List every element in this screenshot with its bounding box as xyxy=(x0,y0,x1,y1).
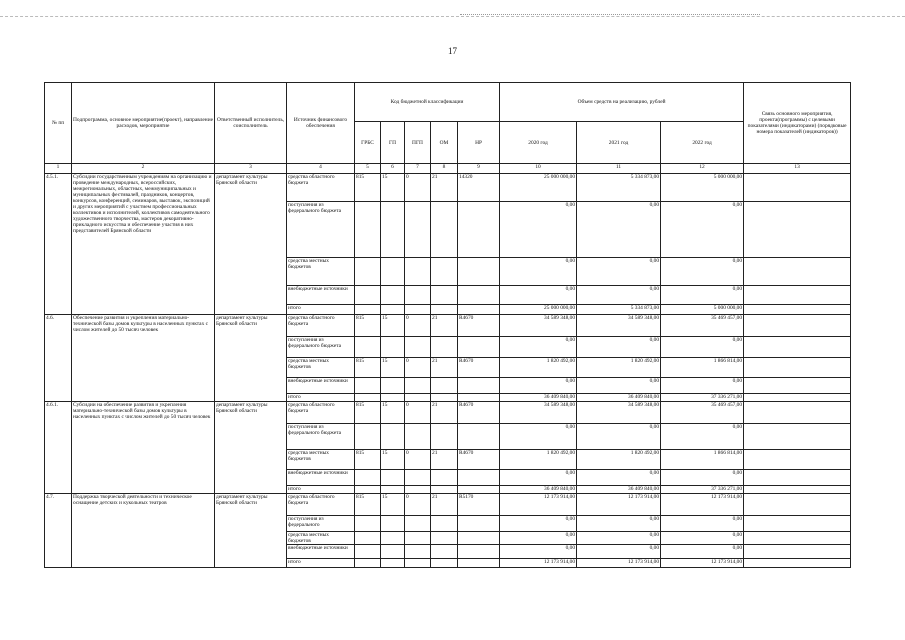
code-nr xyxy=(458,202,500,258)
code-pgp xyxy=(405,424,431,450)
indicator-link-cell xyxy=(744,202,851,258)
amount-2020: 36 409 840,00 xyxy=(500,394,577,402)
table-row xyxy=(45,315,851,337)
code-grbs xyxy=(355,286,381,305)
code-om xyxy=(431,559,458,568)
code-om xyxy=(431,305,458,315)
funding-source: внебюджетные источники xyxy=(287,286,355,305)
code-nr: R4670 xyxy=(458,358,500,378)
indicator-link-cell xyxy=(744,258,851,286)
code-grbs: 815 xyxy=(355,358,381,378)
amount-2020: 1 820 492,00 xyxy=(500,450,577,470)
amount-2020: 0,00 xyxy=(500,378,577,394)
amount-2022: 0,00 xyxy=(661,424,744,450)
amount-2020: 0,00 xyxy=(500,258,577,286)
code-nr xyxy=(458,337,500,358)
indicator-link-cell xyxy=(744,494,851,516)
item-program: Субсидии на обеспечение развития и укрепления материально-технической базы домов культуры в населенных пунктах с числом жителей до 50 тысяч человек xyxy=(72,402,215,494)
amount-2021: 0,00 xyxy=(577,337,661,358)
item-program: Субсидии государственным учреждениям на организацию и проведение международных, всероссийских, межрегиональных, областных, межмуниципальных и муниципальных фестивалей, праздников, концертов, конкурсов, конференций, семинаров, выставок, экспозиций и других мероприятий с участием профессиональных коллективов и исполнителей, коллективов самодеятельного художественного творчества, мастеров декоративно-прикладного искусства и обеспечение участия в них представителей Брянской области xyxy=(72,174,215,315)
code-grbs: 815 xyxy=(355,450,381,470)
funding-source: внебюджетные источники xyxy=(287,378,355,394)
code-pgp: 0 xyxy=(405,358,431,378)
code-grbs xyxy=(355,532,381,545)
indicator-link-cell xyxy=(744,378,851,394)
amount-2022: 12 173 914,00 xyxy=(661,559,744,568)
column-number: 13 xyxy=(744,164,851,174)
table-row xyxy=(45,494,851,516)
item-executor: департамент культуры Брянской области xyxy=(215,402,287,494)
amount-2020: 12 173 914,00 xyxy=(500,559,577,568)
code-grbs xyxy=(355,559,381,568)
code-gp xyxy=(381,516,405,532)
indicator-link-cell xyxy=(744,532,851,545)
code-pgp xyxy=(405,305,431,315)
column-number: 7 xyxy=(405,164,431,174)
amount-2020: 34 589 348,00 xyxy=(500,315,577,337)
code-pgp xyxy=(405,202,431,258)
header-indicator-link: Связь основного мероприятия, проекта(программы) с целевыми показателями (индикаторами) (порядковые номера показателей (индикаторов)) xyxy=(744,83,851,164)
header-2021: 2021 год xyxy=(577,122,661,164)
code-grbs xyxy=(355,424,381,450)
amount-2022: 0,00 xyxy=(661,532,744,545)
code-om xyxy=(431,545,458,559)
code-gp: 15 xyxy=(381,315,405,337)
amount-2021: 5 334 873,00 xyxy=(577,174,661,202)
amount-2020: 25 000 000,00 xyxy=(500,305,577,315)
header-program: Подпрограмма, основное мероприятие(проект), направление расходов, мероприятие xyxy=(72,83,215,164)
amount-2020: 25 000 000,00 xyxy=(500,174,577,202)
amount-2021: 0,00 xyxy=(577,545,661,559)
code-grbs xyxy=(355,545,381,559)
code-grbs: 815 xyxy=(355,402,381,424)
column-number: 2 xyxy=(72,164,215,174)
amount-2021: 0,00 xyxy=(577,532,661,545)
amount-2021: 34 589 348,00 xyxy=(577,315,661,337)
indicator-link-cell xyxy=(744,516,851,532)
header-volume: Объем средств на реализацию, рублей xyxy=(500,83,744,122)
code-grbs xyxy=(355,516,381,532)
indicator-link-cell xyxy=(744,424,851,450)
code-nr: R5170 xyxy=(458,494,500,516)
code-om xyxy=(431,202,458,258)
amount-2020: 0,00 xyxy=(500,545,577,559)
item-executor: департамент культуры Брянской области xyxy=(215,494,287,568)
indicator-link-cell xyxy=(744,559,851,568)
funding-source: поступления из федерального xyxy=(287,516,355,532)
code-gp xyxy=(381,424,405,450)
indicator-link-cell xyxy=(744,174,851,202)
code-om xyxy=(431,470,458,486)
amount-2022: 0,00 xyxy=(661,337,744,358)
column-number: 4 xyxy=(287,164,355,174)
amount-2020: 0,00 xyxy=(500,532,577,545)
funding-source: итого xyxy=(287,559,355,568)
code-nr xyxy=(458,305,500,315)
code-gp xyxy=(381,258,405,286)
code-nr xyxy=(458,258,500,286)
code-om xyxy=(431,337,458,358)
column-number: 6 xyxy=(381,164,405,174)
indicator-link-cell xyxy=(744,337,851,358)
funding-source: средства местных бюджетов xyxy=(287,358,355,378)
amount-2021: 0,00 xyxy=(577,286,661,305)
amount-2021: 0,00 xyxy=(577,202,661,258)
funding-source: поступления из федерального бюджета xyxy=(287,202,355,258)
item-number: 4.6. xyxy=(45,315,72,402)
budget-table xyxy=(44,82,851,568)
column-numbers-row xyxy=(45,164,851,174)
amount-2020: 1 820 492,00 xyxy=(500,358,577,378)
code-nr: R4670 xyxy=(458,402,500,424)
column-number: 11 xyxy=(577,164,661,174)
amount-2020: 0,00 xyxy=(500,202,577,258)
code-gp: 15 xyxy=(381,402,405,424)
item-program: Обеспечение развития и укрепления материально-технической базы домов культуры в населенных пунктах с числом жителей до 50 тысяч человек xyxy=(72,315,215,402)
header-grbs: ГРБС xyxy=(355,122,381,164)
code-grbs xyxy=(355,470,381,486)
code-pgp: 0 xyxy=(405,450,431,470)
column-number: 9 xyxy=(458,164,500,174)
code-nr: R4670 xyxy=(458,450,500,470)
funding-source: средства областного бюджета xyxy=(287,402,355,424)
amount-2021: 12 173 914,00 xyxy=(577,494,661,516)
item-executor: департамент культуры Брянской области xyxy=(215,174,287,315)
code-grbs: 815 xyxy=(355,174,381,202)
amount-2021: 0,00 xyxy=(577,470,661,486)
code-om xyxy=(431,532,458,545)
code-grbs: 815 xyxy=(355,315,381,337)
code-pgp xyxy=(405,286,431,305)
code-om xyxy=(431,486,458,494)
header-2022: 2022 год xyxy=(661,122,744,164)
amount-2022: 35 469 457,00 xyxy=(661,402,744,424)
code-grbs xyxy=(355,202,381,258)
code-gp: 15 xyxy=(381,358,405,378)
code-grbs xyxy=(355,305,381,315)
code-gp xyxy=(381,305,405,315)
amount-2022: 0,00 xyxy=(661,286,744,305)
funding-source: средства областного бюджета xyxy=(287,315,355,337)
item-number: 4.6.1. xyxy=(45,402,72,494)
scan-dashed-line xyxy=(0,16,905,17)
item-number: 4.5.1. xyxy=(45,174,72,315)
code-gp: 15 xyxy=(381,450,405,470)
code-om xyxy=(431,424,458,450)
column-number: 1 xyxy=(45,164,72,174)
funding-source: поступления из федерального бюджета xyxy=(287,424,355,450)
code-nr xyxy=(458,545,500,559)
funding-source: поступления из федерального бюджета xyxy=(287,337,355,358)
amount-2022: 37 336 271,00 xyxy=(661,394,744,402)
amount-2021: 0,00 xyxy=(577,258,661,286)
amount-2021: 36 409 840,00 xyxy=(577,394,661,402)
amount-2022: 12 173 914,00 xyxy=(661,494,744,516)
code-om: 21 xyxy=(431,174,458,202)
column-number: 5 xyxy=(355,164,381,174)
code-pgp xyxy=(405,337,431,358)
code-pgp xyxy=(405,394,431,402)
amount-2022: 37 336 271,00 xyxy=(661,486,744,494)
code-gp xyxy=(381,378,405,394)
header-om: ОМ xyxy=(431,122,458,164)
header-2020: 2020 год xyxy=(500,122,577,164)
amount-2021: 12 173 914,00 xyxy=(577,559,661,568)
code-nr xyxy=(458,532,500,545)
code-grbs xyxy=(355,394,381,402)
funding-source: средства областного бюджета xyxy=(287,494,355,516)
code-gp xyxy=(381,559,405,568)
code-gp xyxy=(381,202,405,258)
indicator-link-cell xyxy=(744,486,851,494)
code-gp xyxy=(381,286,405,305)
code-nr: 14320 xyxy=(458,174,500,202)
code-pgp xyxy=(405,470,431,486)
amount-2022: 0,00 xyxy=(661,258,744,286)
column-number: 12 xyxy=(661,164,744,174)
header-nr: НР xyxy=(458,122,500,164)
indicator-link-cell xyxy=(744,402,851,424)
code-pgp xyxy=(405,559,431,568)
amount-2020: 0,00 xyxy=(500,424,577,450)
column-number: 3 xyxy=(215,164,287,174)
table-body xyxy=(45,174,851,568)
amount-2021: 5 334 873,00 xyxy=(577,305,661,315)
amount-2021: 34 589 348,00 xyxy=(577,402,661,424)
amount-2022: 0,00 xyxy=(661,516,744,532)
indicator-link-cell xyxy=(744,450,851,470)
code-om xyxy=(431,516,458,532)
funding-source: итого xyxy=(287,394,355,402)
indicator-link-cell xyxy=(744,358,851,378)
code-pgp: 0 xyxy=(405,494,431,516)
item-program: Поддержка творческой деятельности и техническое оснащение детских и кукольных театров xyxy=(72,494,215,568)
header-gp: ГП xyxy=(381,122,405,164)
code-om xyxy=(431,378,458,394)
amount-2022: 1 866 814,00 xyxy=(661,450,744,470)
indicator-link-cell xyxy=(744,315,851,337)
code-gp xyxy=(381,337,405,358)
amount-2020: 12 173 914,00 xyxy=(500,494,577,516)
header-source: Источник финансового обеспечения xyxy=(287,83,355,164)
table-row xyxy=(45,402,851,424)
amount-2020: 0,00 xyxy=(500,470,577,486)
code-om: 21 xyxy=(431,494,458,516)
funding-source: средства местных бюджетов xyxy=(287,532,355,545)
code-pgp xyxy=(405,378,431,394)
amount-2022: 0,00 xyxy=(661,470,744,486)
header-no: № пп xyxy=(45,83,72,164)
funding-source: средства местных бюджетов xyxy=(287,450,355,470)
code-gp xyxy=(381,532,405,545)
code-om xyxy=(431,286,458,305)
code-gp: 15 xyxy=(381,174,405,202)
code-pgp xyxy=(405,532,431,545)
amount-2021: 0,00 xyxy=(577,378,661,394)
scan-dotted-line xyxy=(460,14,760,15)
code-gp xyxy=(381,394,405,402)
code-nr xyxy=(458,470,500,486)
amount-2021: 0,00 xyxy=(577,516,661,532)
amount-2020: 36 409 840,00 xyxy=(500,486,577,494)
indicator-link-cell xyxy=(744,394,851,402)
scan-artifact-top xyxy=(0,0,905,20)
code-nr xyxy=(458,559,500,568)
column-number: 10 xyxy=(500,164,577,174)
indicator-link-cell xyxy=(744,286,851,305)
indicator-link-cell xyxy=(744,470,851,486)
code-gp xyxy=(381,470,405,486)
amount-2022: 1 866 814,00 xyxy=(661,358,744,378)
amount-2021: 1 820 492,00 xyxy=(577,358,661,378)
funding-source: итого xyxy=(287,486,355,494)
amount-2021: 1 820 492,00 xyxy=(577,450,661,470)
code-nr xyxy=(458,394,500,402)
column-number: 8 xyxy=(431,164,458,174)
amount-2020: 34 589 348,00 xyxy=(500,402,577,424)
code-grbs xyxy=(355,337,381,358)
item-executor: департамент культуры Брянской области xyxy=(215,315,287,402)
table-row xyxy=(45,174,851,202)
funding-source: средства местных бюджетов xyxy=(287,258,355,286)
code-pgp xyxy=(405,516,431,532)
code-om: 21 xyxy=(431,450,458,470)
funding-source: внебюджетные источники xyxy=(287,470,355,486)
code-gp xyxy=(381,486,405,494)
code-pgp: 0 xyxy=(405,315,431,337)
code-nr: R4670 xyxy=(458,315,500,337)
code-om xyxy=(431,394,458,402)
item-number: 4.7. xyxy=(45,494,72,568)
funding-source: средства областного бюджета xyxy=(287,174,355,202)
code-nr xyxy=(458,516,500,532)
amount-2020: 0,00 xyxy=(500,516,577,532)
amount-2022: 5 000 000,00 xyxy=(661,174,744,202)
code-nr xyxy=(458,424,500,450)
funding-source: итого xyxy=(287,305,355,315)
amount-2022: 0,00 xyxy=(661,202,744,258)
code-om xyxy=(431,258,458,286)
code-pgp: 0 xyxy=(405,174,431,202)
code-grbs xyxy=(355,378,381,394)
code-grbs xyxy=(355,486,381,494)
code-nr xyxy=(458,486,500,494)
indicator-link-cell xyxy=(744,305,851,315)
code-gp xyxy=(381,545,405,559)
amount-2021: 0,00 xyxy=(577,424,661,450)
code-grbs: 815 xyxy=(355,494,381,516)
funding-source: внебюджетные источники xyxy=(287,545,355,559)
amount-2022: 35 469 457,00 xyxy=(661,315,744,337)
amount-2020: 0,00 xyxy=(500,337,577,358)
amount-2021: 36 409 840,00 xyxy=(577,486,661,494)
code-pgp xyxy=(405,258,431,286)
code-grbs xyxy=(355,258,381,286)
indicator-link-cell xyxy=(744,545,851,559)
page-number: 17 xyxy=(448,46,457,56)
amount-2022: 0,00 xyxy=(661,378,744,394)
code-gp: 15 xyxy=(381,494,405,516)
code-pgp xyxy=(405,486,431,494)
header-budget-code: Код бюджетной классификации xyxy=(355,83,500,122)
amount-2022: 5 000 000,00 xyxy=(661,305,744,315)
header-pgp: ПГП xyxy=(405,122,431,164)
amount-2020: 0,00 xyxy=(500,286,577,305)
code-nr xyxy=(458,286,500,305)
header-executor: Ответственный исполнитель, соисполнитель xyxy=(215,83,287,164)
amount-2022: 0,00 xyxy=(661,545,744,559)
code-pgp: 0 xyxy=(405,402,431,424)
code-pgp xyxy=(405,545,431,559)
code-om: 21 xyxy=(431,358,458,378)
code-om: 21 xyxy=(431,315,458,337)
code-nr xyxy=(458,378,500,394)
code-om: 21 xyxy=(431,402,458,424)
